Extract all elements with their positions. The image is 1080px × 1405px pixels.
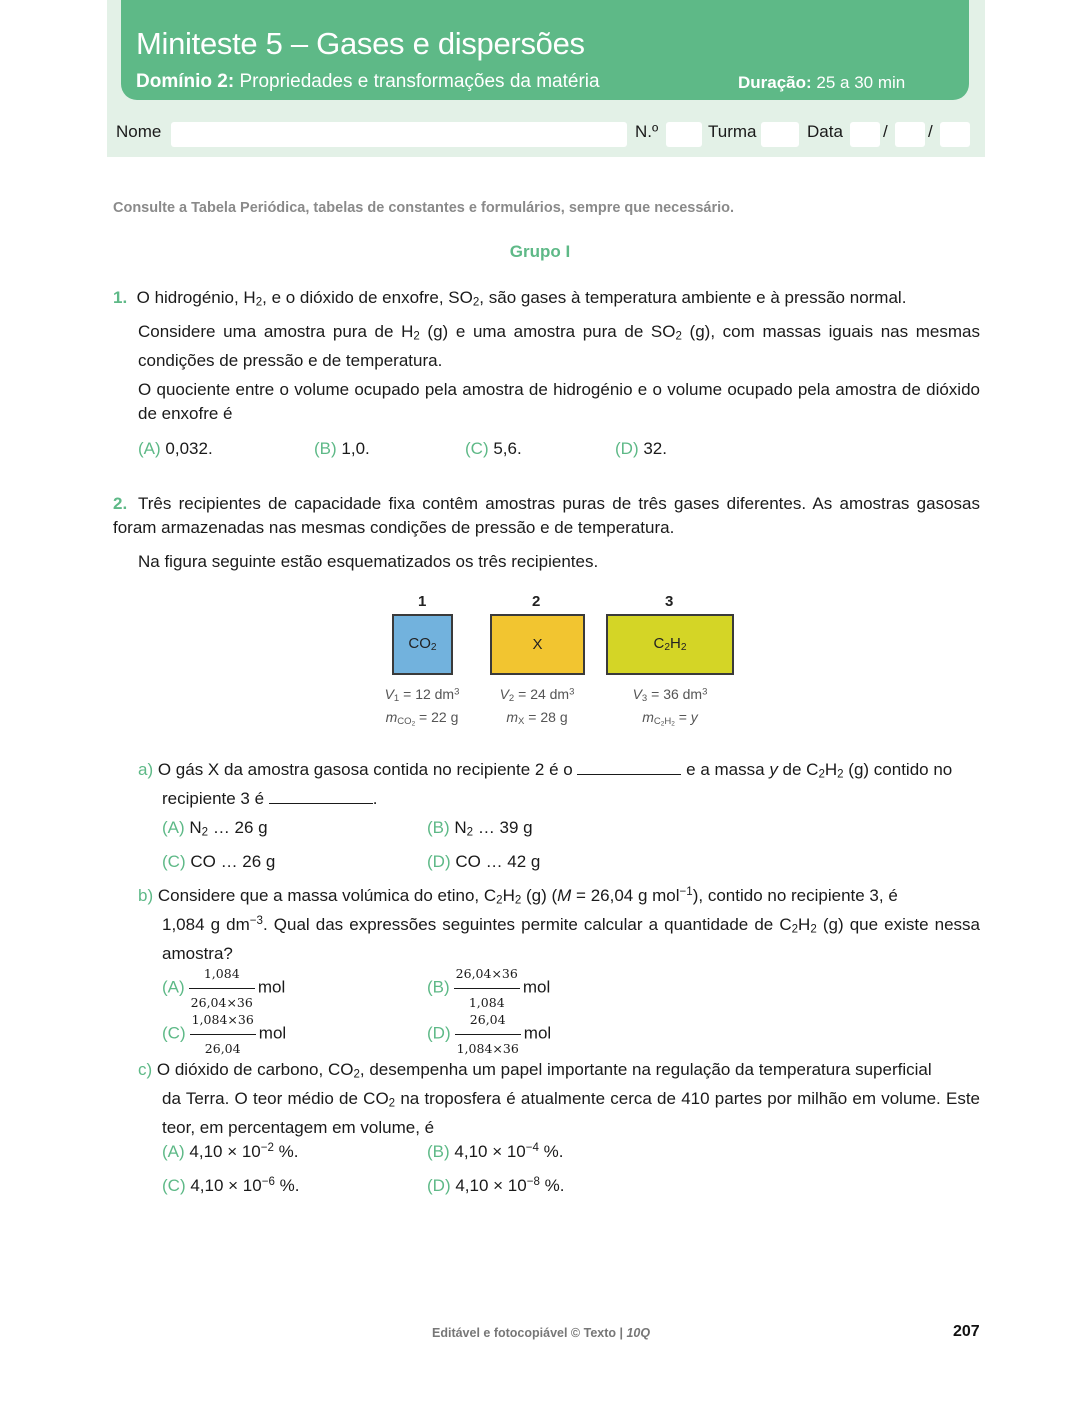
date-month-field[interactable] xyxy=(895,122,925,147)
question-2a-statement: a) O gás X da amostra gasosa contida no recipiente 2 é o e a massa y de $C_2H_2$ (g) contido no recipiente 3 é . xyxy=(138,760,953,808)
turma-field[interactable] xyxy=(761,122,799,147)
numero-label: N.º xyxy=(635,122,659,141)
nome-label: Nome xyxy=(116,122,162,141)
container-1-co2: $CO_2$ xyxy=(392,614,453,675)
q2a-option-d[interactable]: (D) CO … 42 g xyxy=(427,852,541,871)
q2c-option-b[interactable]: (B) $4,10 \times 10^{-4}$ %. xyxy=(427,1142,564,1161)
container-3-caption: $V_3 = 36$ $dm^3$ $m_{C_2H_2} = y$ xyxy=(632,686,708,728)
q2b-option-c[interactable]: (C) $\frac{1,084\times 36}{26,04}$ mol xyxy=(162,1008,286,1060)
turma-label: Turma xyxy=(708,122,757,141)
date-year-field[interactable] xyxy=(940,122,970,147)
q1-option-c[interactable]: (C) 5,6. xyxy=(465,439,522,458)
date-separator: / xyxy=(928,122,933,141)
container-2-x: X xyxy=(490,614,585,675)
domain-line: Domínio 2: Propriedades e transformações da matéria xyxy=(136,71,600,92)
q2b-option-b[interactable]: (B) $\frac{26,04\times 36}{1,084}$ mol xyxy=(427,962,550,1014)
container-1-caption: $V_1 = 12$ $dm^3$ $m_{CO_2} = 22$ g xyxy=(384,686,460,728)
question-2c-statement: c) O dióxido de carbono, $CO_2$, desempenha um papel importante na regulação da temperatura superficial da Terra. O teor médio de $CO_2$ na troposfera é atualmente cerca de 410 partes por milhão em volume. Este teor, em percentagem em volume, é xyxy=(138,1060,980,1137)
date-separator: / xyxy=(883,122,888,141)
container-2-caption: $V_2 = 24$ $dm^3$ $m_X = 28$ g xyxy=(499,686,575,727)
numero-field[interactable] xyxy=(666,122,702,147)
q2c-option-a[interactable]: (A) $4,10 \times 10^{-2}$ %. xyxy=(162,1142,299,1161)
page-number: 207 xyxy=(953,1323,980,1340)
q2a-option-b[interactable]: (B) $N_2$ … 39 g xyxy=(427,818,533,839)
question-2-statement: 2. Três recipientes de capacidade fixa contêm amostras puras de três gases diferentes. As amostras gasosas foram armazenadas nas mesmas condições de pressão e de temperatura. xyxy=(113,494,980,537)
group-title: Grupo I xyxy=(509,242,571,261)
q1-option-d[interactable]: (D) 32. xyxy=(615,439,667,458)
nome-field[interactable] xyxy=(171,122,627,147)
container-3-number: 3 xyxy=(665,593,674,610)
question-1-context: Considere uma amostra pura de $H_2$ (g) e uma amostra pura de $SO_2$ (g), com massas iguais nas mesmas condições de pressão e de temperatura. xyxy=(138,322,980,370)
container-3-c2h2: $C_2H_2$ xyxy=(606,614,734,675)
instructions-note: Consulte a Tabela Periódica, tabelas de constantes e formulários, sempre que necessário. xyxy=(113,200,735,216)
q1-option-b[interactable]: (B) 1,0. xyxy=(314,439,370,458)
q2a-option-a[interactable]: (A) $N_2$ … 26 g xyxy=(162,818,268,839)
q2c-option-d[interactable]: (D) $4,10 \times 10^{-8}$ %. xyxy=(427,1176,565,1195)
question-1-prompt: O quociente entre o volume ocupado pela amostra de hidrogénio e o volume ocupado pela amostra de dióxido de enxofre é xyxy=(138,380,980,423)
container-2-number: 2 xyxy=(532,593,541,610)
container-1-number: 1 xyxy=(418,593,427,610)
q2c-option-c[interactable]: (C) $4,10 \times 10^{-6}$ %. xyxy=(162,1176,300,1195)
date-day-field[interactable] xyxy=(850,122,880,147)
footer-copyright: Editável e fotocopiável © Texto | 10Q xyxy=(432,1326,651,1340)
page-title: Miniteste 5 – Gases e dispersões xyxy=(136,26,585,61)
duration: Duração: 25 a 30 min xyxy=(738,73,906,92)
q2b-option-d[interactable]: (D) $\frac{26,04}{1,084\times 36}$ mol xyxy=(427,1008,551,1060)
q2a-option-c[interactable]: (C) CO … 26 g xyxy=(162,852,276,871)
question-2b-statement: b) Considere que a massa volúmica do etino, $C_2H_2$ (g) (M = 26,04 g mol$^{-1}$), contido no recipiente 3, é 1,084 g $dm^{-3}$. Qual das expressões seguintes permite calcular a quantidade de $C_2H_2$ (g) que existe nessa amostra? xyxy=(138,886,981,963)
data-label: Data xyxy=(807,122,843,141)
question-2-figure-intro: Na figura seguinte estão esquematizados os três recipientes. xyxy=(138,552,599,571)
q1-option-a[interactable]: (A) 0,032. xyxy=(138,439,213,458)
question-1-statement: 1. O hidrogénio, $H_2$, e o dióxido de enxofre, $SO_2$, são gases à temperatura ambiente e à pressão normal. xyxy=(113,288,907,309)
q2b-option-a[interactable]: (A) $\frac{1,084}{26,04\times 36}$ mol xyxy=(162,962,285,1014)
